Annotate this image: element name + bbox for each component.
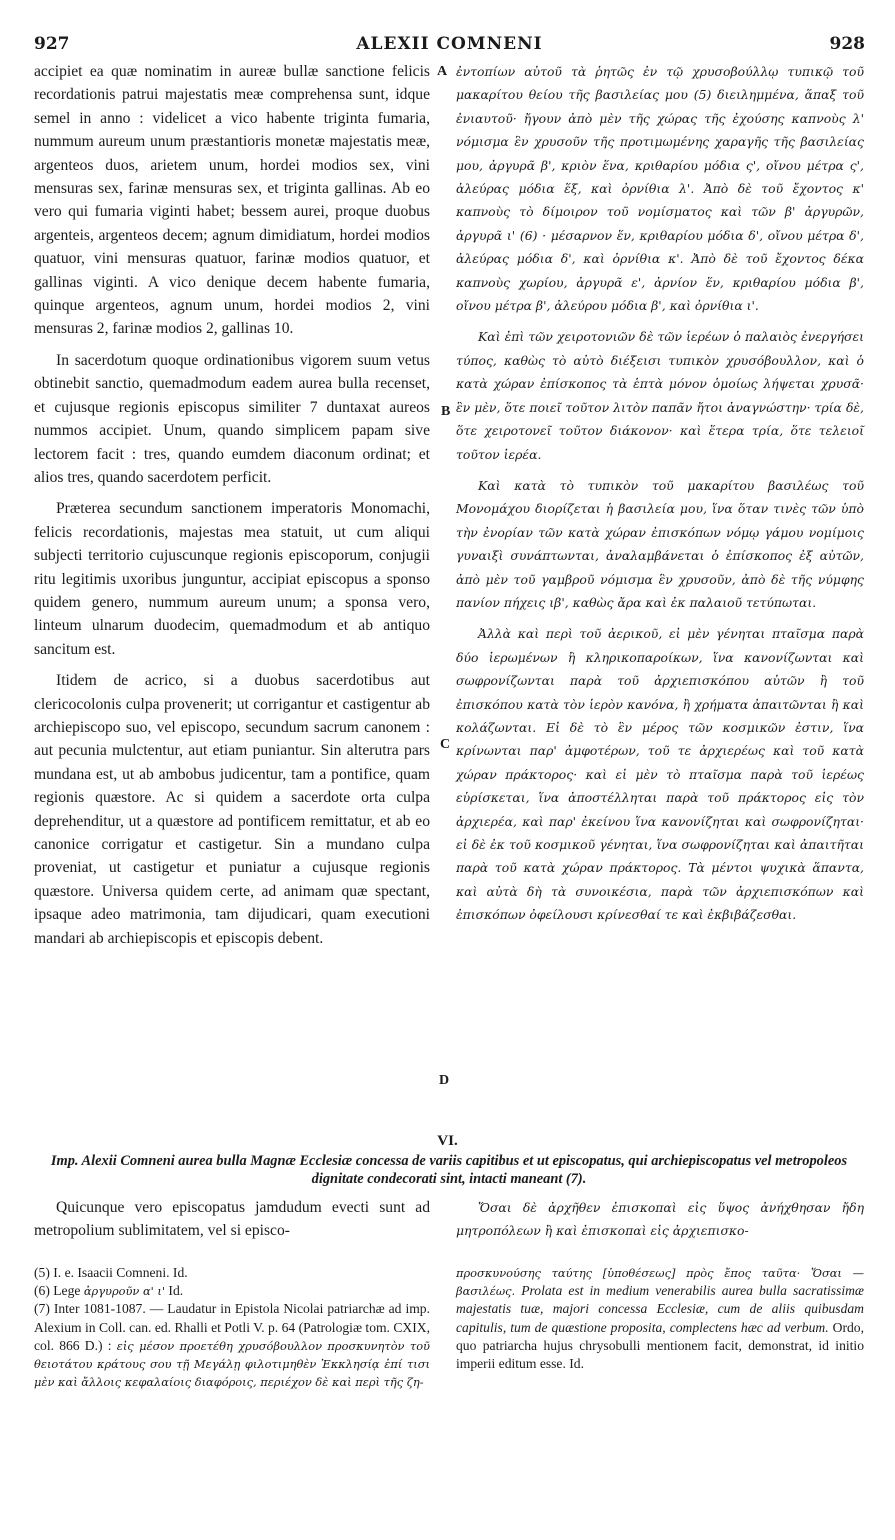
- greek-paragraph: Καὶ κατὰ τὸ τυπικὸν τοῦ μακαρίτου βασιλέως τοῦ Μονομάχου διορίζεται ἡ βασιλεία μου, ἵνα ὅταν τινὲς τῶν ὑπὸ τὴν ἐνορίαν τῶν κατὰ χώραν ἐπισκόπων νόμῳ γάμου νομίμοις γυναιξὶ συνάπτωνται, ἀναλαμβάνεται ὁ ἐπίσκοπος ἐξ αὐτῶν, ἀπὸ μὲν τοῦ γαμβροῦ νόμισμα ἓν χρυσοῦν, ἀπὸ δὲ τῆς νύμφης πανίον πήχεις ιβ', καθὼς ἄρα καὶ ἐκ παλαιοῦ τετύπωται.: [456, 477, 864, 610]
- section-number: VI.: [437, 1133, 458, 1149]
- footnote: (5) I. e. Isaacii Comneni. Id.: [34, 1265, 188, 1280]
- footnotes-left: [34, 1264, 430, 1391]
- margin-letter-b: B: [441, 404, 451, 419]
- page-number-left: 927: [34, 34, 70, 54]
- latin-column-second: [34, 1196, 430, 1242]
- footnote-continued: προσκυνούσης ταύτης [ὑποθέσεως] πρὸς ἔπος ταῦτα· Ὅσαι — βασιλέως. Prolata est in medium venerabilis aurea bulla sacratissimæ majestatis tuæ, majori concessa Ecclesiæ, cum de aliis quibusdam capitulis, tum de quæstione proposita, complectens hæc ad verbum. Ordo, quo patriarcha hujus chrysobulli mentionem facit, demonstrat, id initio imperii editum esse. Id.: [456, 1266, 865, 1372]
- running-title: ALEXII COMNENI: [356, 34, 543, 54]
- margin-letter-d: D: [439, 1073, 450, 1088]
- latin-paragraph: In sacerdotum quoque ordinationibus vigorem suum vetus obtinebit sanctio, quemadmodum eadem aurea bulla recenset, et cujusque regionis episcopus similiter 7 duntaxat aureos nummos accipiet. Unum, quando simplicem papam sive lectorem facit : tres, quando eumdem diaconum ordinat; et alios tres, quando sacerdotem perficit.: [34, 351, 430, 486]
- footnote: (7) Inter 1081-1087. — Laudatur in Epistola Nicolai patriarchæ ad imp. Alexium in Coll. can. ed. Rhalli et Potli V. p. 64 (Patrologiæ tom. CXIX, col. 866 D.) : εἰς μέσον προετέθη χρυσόβουλλον προσκυνητὸν τοῦ θειοτάτου κράτους σου τῇ Μεγάλῃ φιλοτιμηθὲν Ἐκκλησίᾳ ἐπί τισι μὲν καὶ ἄλλοις κεφαλαίοις διαφόροις, περιέχον δὲ καὶ περὶ τῆς ζη-: [34, 1301, 430, 1390]
- footnote: (6) Lege ἀργυροῦν α' ι' Id.: [34, 1283, 184, 1299]
- greek-paragraph: ἐντοπίων αὐτοῦ τὰ ῥητῶς ἐν τῷ χρυσοβούλλῳ τυπικῷ τοῦ μακαρίτου θείου τῆς βασιλείας μου (5) διειλημμένα, ἅπαξ τοῦ ἐνιαυτοῦ· ἤγουν ἀπὸ μὲν τῆς χώρας τῆς ἐχούσης καπνοὺς λ' νόμισμα ἓν χρυσοῦν τῆς προτιμωμένης χαραγῆς τῆς βασιλείας μου, ἀργυρᾶ β', κριὸν ἕνα, κριθαρίου μόδια ς', οἴνου μέτρα ς', ἀλεύρας μόδια ἕξ, καὶ ὀρνίθια λ'. Ἀπὸ δὲ τοῦ ἔχοντος κ' καπνοὺς τὸ δίμοιρον τοῦ νομίσματος καὶ τῶν β' ἀργυρῶν, ἀργυρᾶ ι' (6) · μέσαρνον ἕν, κριθαρίου μόδια δ', οἴνου μέτρα δ', ἀλεύρας μόδια δ', καὶ ὀρνίθια κ'. Ἀπὸ δὲ τοῦ ἔχοντος δέκα καπνοὺς χωρίου, ἀργυρᾶ ε', ἀρνίον ἕν, κριθαρίου μόδια β', οἴνου μέτρα β', ἀλεύρου μόδια β', καὶ ὀρνίθια ι'.: [456, 64, 864, 314]
- margin-letter-c: C: [440, 737, 451, 752]
- latin-paragraph: Itidem de acrico, si a duobus sacerdotibus aut clericocolonis culpa provenerit; ut corrigantur et castigentur ab archiepiscopo suo, vel episcopo, secundum sacrum canonem : aut pecunia mulctentur, aut etiam puniantur. Sin alterutra pars mundana est, ut ab ambobus judicentur, tam a pontifice, quam regionis quæstore. Ac si quidem a sacerdote orta culpa deprehenditur, ut a quæstore ad pontificem remittatur, et ab eo canonice corrigatur et castigetur. Sin a mundano culpa proveniat, ut castigetur et puniatur a cujusque regionis quæstore. Universa quidem certe, ad animam quæ spectant, ipsaque adeo matrimonia, tam dijudicari, quam executioni mandari ab archiepiscopis et episcopis debent.: [34, 672, 430, 947]
- greek-paragraph: Καὶ ἐπὶ τῶν χειροτονιῶν δὲ τῶν ἱερέων ὁ παλαιὸς ἐνεργήσει τύπος, καθὼς τὸ αὐτὸ διέξεισι τυπικὸν χρυσόβουλλον, καὶ ὁ κατὰ χώραν ἐπίσκοπος τὰ ἑπτὰ μόνον ὁμοίως λήψεται χρυσᾶ· ἓν μὲν, ὅτε ποιεῖ τοῦτον λιτὸν παπᾶν ἤτοι ἀναγνώστην· τρία δὲ, ὅτε χειροτονεῖ τοῦτον διάκονον· καὶ ἕτερα τρία, ὅτε τελειοῖ τοῦτον ἱερέα.: [456, 329, 864, 462]
- latin-paragraph: accipiet ea quæ nominatim in aureæ bullæ sanctione felicis recordationis patrui majestatis meæ comprehensa sunt, idque semel in anno : videlicet a vico habente triginta fumaria, nummum aureum unum præstantioris monetæ majestatis meæ, argenteos duos, arietem unum, hordei modios sex, vini mensuras sex, farinæ mensuras sex, et triginta gallinas. Ab eo vero qui fumaria viginti habet; bessem aurei, proque duobus argenteis, argenteos decem; agnum dimidiatum, hordei modios quatuor, vini mensuras quatuor, farinæ modios quatuor, et gallinas viginti. A vico denique decem habente fumaria, quinque argenteos, agnum unum, hordei modios 2, vini mensuras 2, farinæ modios 2, gallinas 10.: [34, 63, 430, 338]
- section-title: Imp. Alexii Comneni aurea bulla Magnæ Ecclesiæ concessa de variis capitibus et ut episcopatus, qui archiepiscopatus vel metropoleos dignitate condecorati sint, intacti maneant (7).: [50, 1153, 848, 1187]
- latin-column: [34, 60, 430, 950]
- latin-paragraph: Præterea secundum sanctionem imperatoris Monomachi, felicis recordationis, majestas mea statuit, ut cum aliqui subjecti territorio cujuscunque regionis episcoporum, conjugii ritu legitimis uxoribus junguntur, accipiat episcopus a sponso quidem genero, nummum aureum unum; a sponsa vero, linteum ulnarum duodecim, quemadmodum et ab antiquo sancitum est.: [34, 500, 430, 658]
- greek-column-second: [456, 1196, 864, 1242]
- greek-paragraph: Ἀλλὰ καὶ περὶ τοῦ ἀερικοῦ, εἰ μὲν γένηται πταῖσμα παρὰ δύο ἱερωμένων ἢ κληρικοπαροίκων, ἵνα κανονίζωνται καὶ σωφρονίζωνται παρὰ τοῦ ἀρχιεπισκόπου αὐτῶν ἢ τοῦ ἐπισκόπου κατὰ τὸν ἱερὸν κανόνα, ἢ χρήματα ἀπαιτῶνται ἢ καὶ κολάζωνται. Εἰ δὲ τὸ ἓν μέρος τῶν κοσμικῶν ἐστιν, ἵνα κρίνωνται παρ' ἀμφοτέρων, τοῦ τε ἀρχιερέως καὶ τοῦ κατὰ χώραν πράκτορος· καὶ εἰ μὲν τὸ πταῖσμα παρὰ τοῦ ἱερέως εὑρίσκεται, ἵνα ἀποστέλληται παρὰ τοῦ πράκτορος εἰς τὸν ἀρχιερέα, καὶ παρ' ἐκείνου ἵνα κανονίζηται καὶ σωφρονίζηται· εἰ δὲ ἐκ τοῦ κοσμικοῦ γένηται, ἵνα σωφρονίζηται καὶ ἀπαιτῆται παρὰ τοῦ κατὰ χώραν πράκτορος. Τὰ μέντοι ψυχικὰ ἅπαντα, καὶ αὐτὰ δὴ τὰ συνοικέσια, παρὰ τῶν ἀρχιεπισκόπων καὶ ἐπισκόπων ὀφείλουσι κρίνεσθαί τε καὶ ἐκβιβάζεσθαι.: [456, 626, 864, 923]
- footnotes-right: [456, 1264, 864, 1373]
- greek-column: [456, 60, 864, 927]
- margin-letter-a: A: [437, 64, 448, 79]
- latin-paragraph: Quicunque vero episcopatus jamdudum evecti sunt ad metropolium sublimitatem, vel si episco-: [34, 1199, 430, 1239]
- running-header: [34, 34, 865, 60]
- page-number-right: 928: [829, 34, 865, 54]
- greek-paragraph: Ὅσαι δὲ ἀρχῆθεν ἐπισκοπαὶ εἰς ὕψος ἀνήχθησαν ἤδη μητροπόλεων ἢ καὶ ἐπισκοπαὶ εἰς ἀρχιεπισκο-: [456, 1200, 864, 1238]
